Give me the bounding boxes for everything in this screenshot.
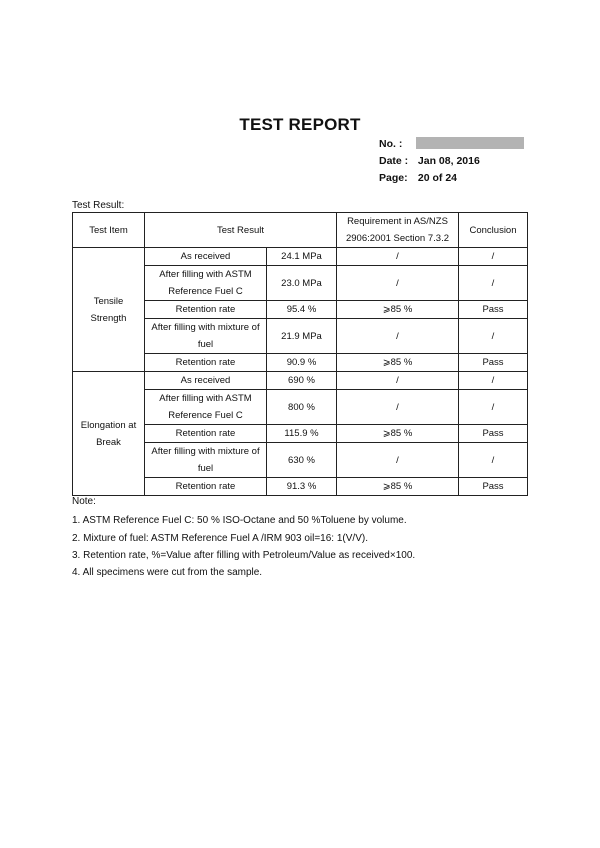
requirement-cell: ⩾85 % [337,478,459,496]
condition-cell: After filling with ASTM Reference Fuel C [145,266,267,301]
header-test-item: Test Item [73,213,145,248]
requirement-cell: / [337,372,459,390]
value-cell: 24.1 MPa [267,248,337,266]
note-item: 2. Mixture of fuel: ASTM Reference Fuel A /IRM 903 oil=16: 1(V/V). [72,533,368,544]
item-tensile-strength: Tensile Strength [73,248,145,372]
report-title: TEST REPORT [239,115,361,134]
condition-cell: Retention rate [145,478,267,496]
report-page [379,172,457,184]
header-conclusion: Conclusion [459,213,528,248]
notes-heading: Note: [72,496,96,507]
condition-cell: Retention rate [145,425,267,443]
condition-cell: As received [145,248,267,266]
conclusion-cell: Pass [459,478,528,496]
redacted-report-number [416,137,524,149]
condition-cell: After filling with mixture of fuel [145,443,267,478]
requirement-cell: / [337,390,459,425]
conclusion-cell: Pass [459,425,528,443]
note-item: 4. All specimens were cut from the sample. [72,567,263,578]
conclusion-cell: Pass [459,354,528,372]
note-item: 1. ASTM Reference Fuel C: 50 % ISO-Octane and 50 %Toluene by volume. [72,515,407,526]
test-result-label: Test Result: [72,200,125,211]
note-item: 3. Retention rate, %=Value after filling with Petroleum/Value as received×100. [72,550,416,561]
conclusion-cell: / [459,248,528,266]
report-number-label: No. : [379,138,403,150]
header-requirement: Requirement in AS/NZS 2906:2001 Section 7.3.2 [337,213,459,248]
conclusion-cell: Pass [459,301,528,319]
test-result-table [72,212,528,496]
conclusion-cell: / [459,390,528,425]
value-cell: 95.4 % [267,301,337,319]
item-elongation-at-break: Elongation at Break [73,372,145,496]
report-page-label: Page: [379,172,408,184]
value-cell: 91.3 % [267,478,337,496]
requirement-cell: / [337,266,459,301]
requirement-cell: ⩾85 % [337,301,459,319]
requirement-cell: ⩾85 % [337,354,459,372]
table-header-row [73,213,528,248]
condition-cell: Retention rate [145,354,267,372]
table-row [73,372,528,390]
value-cell: 90.9 % [267,354,337,372]
value-cell: 690 % [267,372,337,390]
condition-cell: After filling with mixture of fuel [145,319,267,354]
conclusion-cell: / [459,443,528,478]
header-test-result: Test Result [145,213,337,248]
value-cell: 23.0 MPa [267,266,337,301]
report-number [379,138,402,150]
value-cell: 115.9 % [267,425,337,443]
condition-cell: Retention rate [145,301,267,319]
value-cell: 800 % [267,390,337,425]
conclusion-cell: / [459,319,528,354]
report-page-value: 20 of 24 [417,172,458,184]
report-date-value: Jan 08, 2016 [417,155,480,167]
conclusion-cell: / [459,266,528,301]
value-cell: 630 % [267,443,337,478]
report-date [379,155,480,167]
table-row [73,248,528,266]
requirement-cell: / [337,319,459,354]
requirement-cell: / [337,248,459,266]
value-cell: 21.9 MPa [267,319,337,354]
report-date-label: Date : [379,155,409,167]
requirement-cell: ⩾85 % [337,425,459,443]
requirement-cell: / [337,443,459,478]
condition-cell: As received [145,372,267,390]
condition-cell: After filling with ASTM Reference Fuel C [145,390,267,425]
conclusion-cell: / [459,372,528,390]
